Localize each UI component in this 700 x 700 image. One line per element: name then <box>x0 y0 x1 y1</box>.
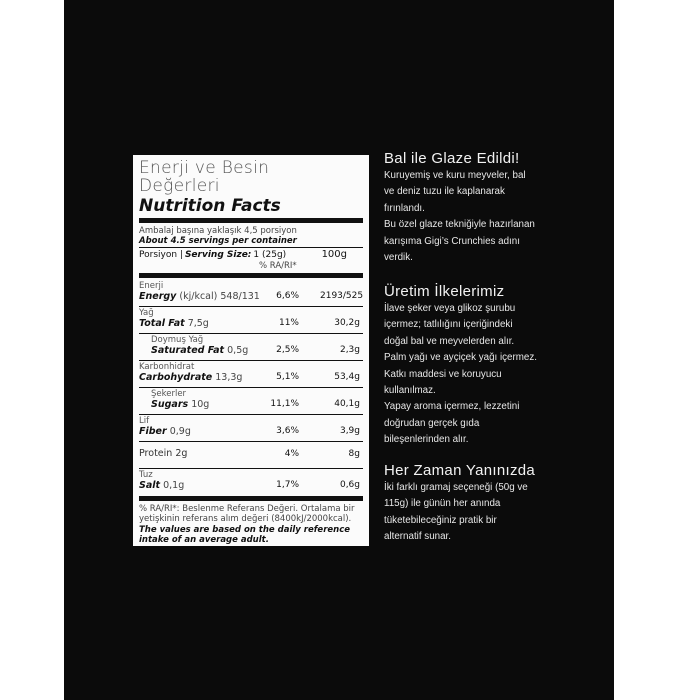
nutrient-per100: 0,6g <box>339 480 360 490</box>
nutrient-name-tr: Şekerler <box>151 389 187 399</box>
body-line: doğrudan gerçek gıda <box>384 417 480 429</box>
nutrient-pct: 5,1% <box>276 372 299 382</box>
footnote-en: The values are based on the daily reference intake of an average adult. <box>139 525 351 545</box>
thick-divider <box>139 273 363 278</box>
divider <box>139 360 363 361</box>
nutrient-row-saturated-fat <box>139 335 363 359</box>
label-title-en: Nutrition Facts <box>139 196 281 216</box>
nutrient-name-en <box>139 292 260 302</box>
body-line: Yapay aroma içermez, lezzetini <box>384 401 520 413</box>
section-body <box>384 168 584 266</box>
nutrient-name-en <box>151 346 248 356</box>
nutrient-per100: 30,2g <box>334 318 360 328</box>
nutrient-per100: 40,1g <box>334 399 360 409</box>
body-line: Bu özel glaze tekniğiyle hazırlanan <box>384 219 535 231</box>
nutrient-name-tr: Enerji <box>139 281 164 291</box>
nutrient-name-tr: Yağ <box>139 308 154 318</box>
nutrient-value: 0,1g <box>163 480 185 491</box>
nutrient-pct: 4% <box>284 449 299 459</box>
servings-tr: Ambalaj başına yaklaşık 4,5 porsiyon <box>139 226 297 236</box>
section-heading: Her Zaman Yanınızda <box>384 462 536 479</box>
section-heading: Üretim İlkelerimiz <box>384 283 505 300</box>
nutrient-value: 10g <box>191 399 210 410</box>
divider <box>139 333 363 334</box>
label-title-tr-line2: Değerleri <box>139 176 220 196</box>
divider <box>139 247 363 248</box>
nutrient-row-protein <box>139 443 363 467</box>
nutrient-en-bold: Sugars <box>151 399 189 410</box>
divider <box>139 306 363 307</box>
pct-header: % RA/RI* <box>259 261 297 271</box>
section-heading: Bal ile Glaze Edildi! <box>384 150 520 167</box>
nutrient-name-en <box>139 427 191 437</box>
label-title-tr <box>139 159 363 195</box>
section-body <box>384 301 584 449</box>
serving-size-label: Serving Size: <box>184 250 252 260</box>
body-line: doğal bal ve meyvelerden alır. <box>384 335 515 347</box>
nutrient-pct: 11% <box>278 318 299 328</box>
nutrient-name-tr: Doymuş Yağ <box>151 335 204 345</box>
copy-section-portable <box>384 462 584 546</box>
section-body <box>384 480 584 546</box>
nutrient-en-bold: Salt <box>139 480 161 491</box>
body-line: içermez; tatlılığını içeriğindeki <box>384 319 513 331</box>
body-line: fırınlandı. <box>384 202 425 214</box>
body-line: ve deniz tuzu ile kaplanarak <box>384 186 505 198</box>
divider <box>139 387 363 388</box>
body-line: 115g) ile günün her anında <box>384 498 501 510</box>
divider <box>139 441 363 442</box>
divider <box>139 468 363 469</box>
nutrient-pct: 3,6% <box>276 426 299 436</box>
nutrient-per100: 2,3g <box>339 345 360 355</box>
portion-label-tr: Porsiyon | <box>139 250 183 260</box>
nutrient-en-bold: Carbohydrate <box>139 372 213 383</box>
nutrient-per100: 3,9g <box>339 426 360 436</box>
serving-size-value: 1 (25g) <box>253 250 287 260</box>
body-line: karışıma Gigi’s Crunchies adını <box>384 235 520 247</box>
nutrient-row-energy <box>139 281 363 305</box>
body-line: kullanılmaz. <box>384 385 436 397</box>
nutrient-per100: 8g <box>348 449 360 459</box>
copy-section-glaze <box>384 150 584 266</box>
nutrient-en-bold: Total Fat <box>139 318 185 329</box>
body-line: bileşenlerinden alır. <box>384 434 469 446</box>
body-line: alternatif sunar. <box>384 531 451 543</box>
nutrient-en-bold: Energy <box>139 291 177 302</box>
nutrient-name-tr: Tuz <box>139 470 153 480</box>
body-line: Katkı maddesi ve koruyucu <box>384 368 502 380</box>
label-title-tr-line1: Enerji ve Besin <box>139 158 270 178</box>
body-line: verdik. <box>384 252 413 264</box>
divider <box>139 414 363 415</box>
nutrient-value: 7,5g <box>187 318 209 329</box>
body-line: İlave şeker veya glikoz şurubu <box>384 303 516 314</box>
nutrient-value: 13,3g <box>215 372 243 383</box>
servings-en: About 4.5 servings per container <box>139 236 297 246</box>
nutrient-pct: 2,5% <box>276 345 299 355</box>
nutrient-en-bold: Saturated Fat <box>151 345 225 356</box>
body-line: İki farklı gramaj seçeneği (50g ve <box>384 482 528 493</box>
nutrient-en-bold: Fiber <box>139 426 167 437</box>
nutrient-per100: 53,4g <box>334 372 360 382</box>
nutrition-label <box>133 155 369 546</box>
nutrient-row-sugars <box>139 389 363 413</box>
footnote-tr: % RA/RI*: Beslenme Referans Değeri. Ortalama bir yetişkinin referans alım değeri (8400kJ/2000kcal). <box>139 504 355 524</box>
body-line: Kuruyemiş ve kuru meyveler, bal <box>384 170 526 181</box>
nutrient-row-fat <box>139 308 363 332</box>
per-100g-header: 100g <box>321 249 347 260</box>
nutrient-value: (kj/kcal) 548/131 <box>179 291 260 302</box>
nutrient-name-en <box>139 319 209 329</box>
nutrient-pct: 1,7% <box>276 480 299 490</box>
body-line: tüketebileceğiniz pratik bir <box>384 514 497 526</box>
serving-size-row <box>139 249 363 261</box>
nutrient-name-en <box>139 481 184 491</box>
thick-divider <box>139 496 363 501</box>
copy-section-principles <box>384 283 584 449</box>
nutrient-name-en <box>151 400 209 410</box>
nutrient-value: 0,9g <box>169 426 191 437</box>
nutrient-row-fiber <box>139 416 363 440</box>
nutrient-row-carbohydrate <box>139 362 363 386</box>
nutrient-name-tr: Karbonhidrat <box>139 362 195 372</box>
nutrient-name-tr: Protein 2g <box>139 448 188 459</box>
nutrient-pct: 6,6% <box>276 291 299 301</box>
nutrient-per100: 2193/525 <box>320 291 364 301</box>
nutrient-name-tr: Lif <box>139 416 150 426</box>
nutrient-row-salt <box>139 470 363 494</box>
body-line: Palm yağı ve ayçiçek yağı içermez. <box>384 352 537 364</box>
nutrient-pct: 11,1% <box>270 399 299 409</box>
nutrient-name-en <box>139 373 242 383</box>
thick-divider <box>139 218 363 223</box>
nutrient-value: 0,5g <box>227 345 249 356</box>
